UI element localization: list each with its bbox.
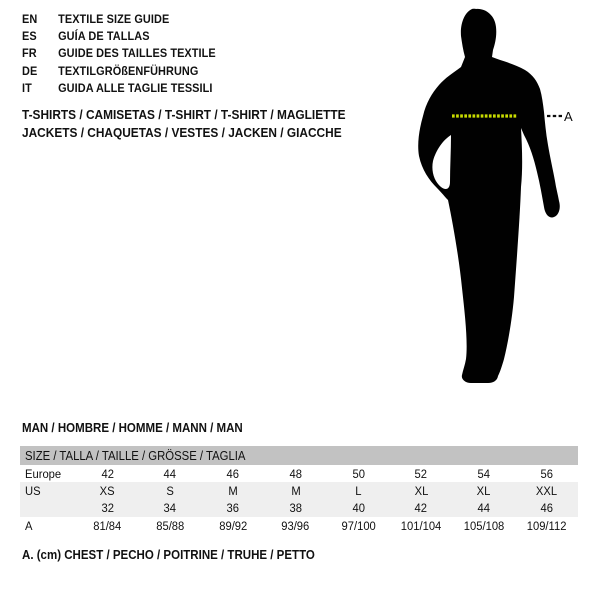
size-cell: 34 (163, 501, 177, 516)
language-label: TEXTILGRÖßENFÜHRUNG (58, 63, 199, 78)
size-table-container (20, 446, 578, 534)
size-cell: 101/104 (400, 518, 442, 533)
size-cell: XXL (536, 483, 558, 498)
size-cell: 89/92 (218, 518, 247, 533)
language-code: IT (22, 81, 32, 96)
size-row-chest (20, 517, 578, 534)
man-body-shape (418, 9, 560, 383)
size-cell: M (290, 483, 301, 498)
size-cell: 52 (414, 466, 428, 481)
language-label: GUIDE DES TAILLES TEXTILE (58, 46, 216, 61)
size-cell: 105/108 (463, 518, 505, 533)
row-label: US (25, 483, 41, 498)
table-header-row (20, 446, 578, 465)
size-cell: 85/88 (156, 518, 185, 533)
man-silhouette (395, 4, 570, 394)
size-cell: L (355, 483, 362, 498)
size-cell: M (228, 483, 238, 498)
size-cell: 54 (477, 466, 491, 481)
language-code: ES (22, 29, 37, 44)
size-cell: 42 (101, 466, 114, 481)
language-code: EN (22, 11, 38, 26)
size-row-numeric (20, 500, 578, 517)
size-cell: 56 (540, 466, 553, 481)
language-code: DE (22, 63, 38, 78)
section-heading-man: MAN / HOMBRE / HOMME / MANN / MAN (22, 420, 243, 435)
size-cell: 48 (289, 466, 302, 481)
size-cell: 32 (101, 501, 114, 516)
size-cell: 42 (414, 501, 428, 516)
size-cell: 36 (226, 501, 240, 516)
row-label (20, 500, 76, 517)
language-code: FR (22, 46, 37, 61)
size-cell: 40 (352, 501, 365, 516)
measure-label-a: A (564, 109, 573, 124)
size-row-europe (20, 465, 578, 482)
size-cell: 46 (540, 501, 553, 516)
size-cell: 97/100 (341, 518, 376, 533)
language-label: TEXTILE SIZE GUIDE (58, 11, 170, 26)
size-cell: XS (99, 483, 115, 498)
category-jackets: JACKETS / CHAQUETAS / VESTES / JACKEN / GIACCHE (22, 124, 342, 140)
size-table-title: SIZE / TALLA / TAILLE / GRÖSSE / TAGLIA (20, 446, 578, 465)
size-cell: 44 (163, 466, 177, 481)
language-label: GUÍA DE TALLAS (58, 29, 150, 44)
category-tshirts: T-SHIRTS / CAMISETAS / T-SHIRT / T-SHIRT / MAGLIETTE (22, 106, 346, 122)
language-label: GUIDA ALLE TAGLIE TESSILI (58, 81, 213, 96)
size-cell: 50 (352, 466, 365, 481)
size-cell: 44 (477, 501, 491, 516)
size-cell: 109/112 (526, 518, 567, 533)
size-cell: 38 (289, 501, 302, 516)
size-table (20, 446, 578, 534)
size-row-us (20, 482, 578, 499)
size-cell: XL (414, 483, 428, 498)
row-label: Europe (25, 466, 62, 481)
size-cell: 46 (226, 466, 240, 481)
size-cell: 93/96 (281, 518, 310, 533)
size-cell: XL (477, 483, 491, 498)
size-cell: 81/84 (93, 518, 122, 533)
size-cell: S (166, 483, 174, 498)
measurement-footnote: A. (cm) CHEST / PECHO / POITRINE / TRUHE / PETTO (22, 547, 315, 562)
row-label: A (25, 518, 33, 533)
